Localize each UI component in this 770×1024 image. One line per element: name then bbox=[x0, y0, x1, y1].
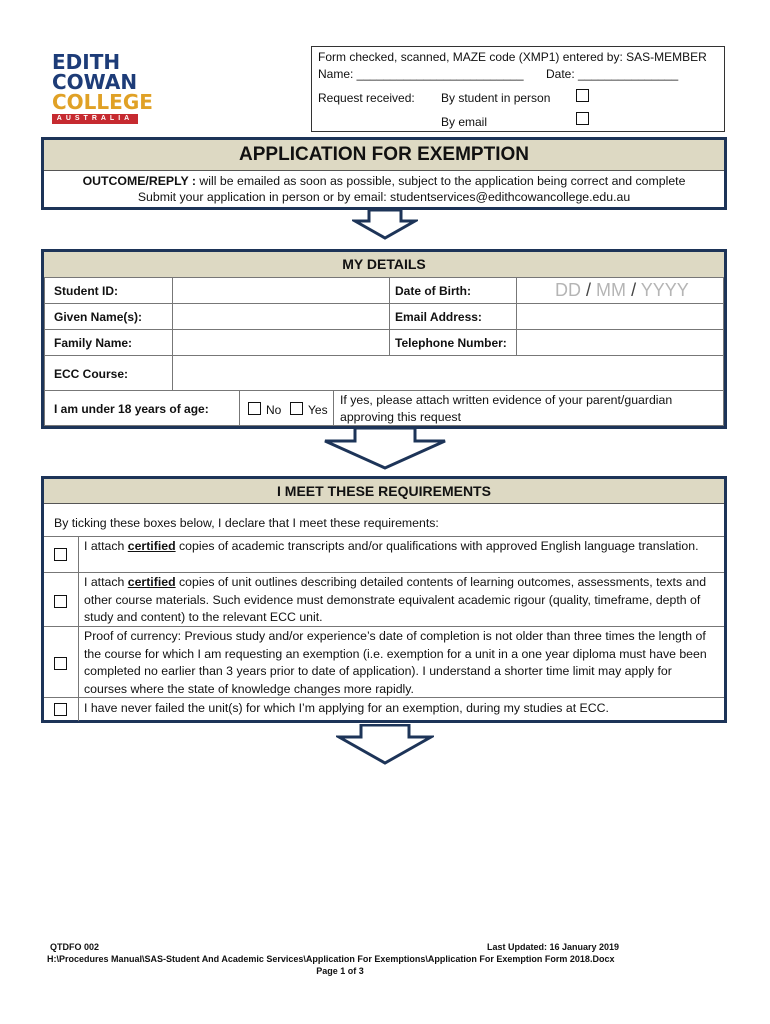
request-received-label: Request received: bbox=[318, 91, 415, 105]
office-name-line: Name: _________________________ bbox=[318, 67, 524, 81]
down-arrow-icon bbox=[322, 427, 448, 471]
course-input[interactable] bbox=[172, 355, 724, 391]
under-18-no-checkbox[interactable] bbox=[248, 402, 261, 415]
office-checked-line: Form checked, scanned, MAZE code (XMP1) entered by: SAS-MEMBER bbox=[318, 50, 707, 64]
requirement-checkbox-cell bbox=[44, 537, 79, 573]
details-grid bbox=[44, 277, 724, 426]
student-id-input[interactable] bbox=[172, 277, 390, 304]
logo-line-australia: AUSTRALIA bbox=[52, 114, 138, 124]
logo-line-edith: EDITH bbox=[52, 50, 121, 74]
page-number: Page 1 of 3 bbox=[316, 966, 364, 976]
requirement-text: I attach certified copies of academic transcripts and/or qualifications with approved English language translation. bbox=[84, 539, 699, 553]
logo-line-college: COLLEGE bbox=[52, 90, 153, 114]
student-id-label-cell bbox=[44, 277, 173, 304]
by-email-checkbox[interactable] bbox=[576, 112, 589, 128]
requirement-checkbox-cell bbox=[44, 698, 79, 721]
requirement-checkbox[interactable] bbox=[54, 657, 67, 670]
by-student-checkbox[interactable] bbox=[576, 89, 589, 105]
dob-label: Date of Birth: bbox=[395, 284, 471, 298]
outcome-text: will be emailed as soon as possible, subject to the application being correct and complete bbox=[195, 174, 686, 188]
requirement-row bbox=[44, 626, 724, 698]
by-email-label: By email bbox=[441, 115, 488, 129]
given-names-label: Given Name(s): bbox=[54, 310, 143, 324]
student-id-label: Student ID: bbox=[54, 284, 118, 298]
dob-dd: DD bbox=[555, 280, 581, 300]
requirements-section bbox=[41, 476, 727, 723]
my-details-section bbox=[41, 249, 727, 429]
submit-line: Submit your application in person or by email: studentservices@edithcowancollege.edu.au bbox=[137, 190, 631, 204]
my-details-header: MY DETAILS bbox=[44, 252, 724, 278]
requirement-row bbox=[44, 572, 724, 627]
requirement-text: I attach certified copies of unit outlines describing detailed contents of learning outcomes, assessments, texts and other course materials. Such evidence must demonstrate equivalent academic rigour (quality, timeframe, depth of study and content) to the relevant ECC unit. bbox=[84, 575, 707, 624]
dob-sep-2: / bbox=[631, 280, 637, 300]
under-18-options bbox=[239, 390, 334, 426]
dob-sep-1: / bbox=[586, 280, 592, 300]
family-name-label-cell bbox=[44, 329, 173, 356]
dob-yyyy: YYYY bbox=[640, 280, 689, 300]
family-name-input[interactable] bbox=[172, 329, 390, 356]
down-arrow-icon bbox=[352, 209, 418, 240]
requirement-row bbox=[44, 536, 724, 573]
logo-line-cowan: COWAN bbox=[52, 70, 138, 94]
requirement-row bbox=[44, 697, 724, 721]
requirement-text: Proof of currency: Previous study and/or experience’s date of completion is not older than three times the length of the course for which I am requesting an exemption (i.e. exemption for a unit in a one year diploma must have been completed no earlier than 3 years prior to date of application). I understand a shorter time limit may apply for courses where the state of knowledge changes more rapidly. bbox=[84, 629, 707, 696]
dob-mm: MM bbox=[596, 280, 627, 300]
under-18-label: I am under 18 years of age: bbox=[54, 402, 209, 416]
telephone-label-cell bbox=[389, 329, 517, 356]
requirement-checkbox[interactable] bbox=[54, 548, 67, 561]
course-label: ECC Course: bbox=[54, 367, 129, 381]
document-path: H:\Procedures Manual\SAS-Student And Academic Services\Application For Exemptions\Application For Exemption Form 2018.Docx bbox=[47, 954, 615, 964]
by-student-label: By student in person bbox=[441, 91, 551, 105]
title-section bbox=[41, 137, 727, 210]
under-18-note-cell bbox=[333, 390, 724, 426]
outcome-line bbox=[44, 173, 724, 189]
office-use-box bbox=[311, 46, 725, 132]
requirements-header: I MEET THESE REQUIREMENTS bbox=[44, 479, 724, 504]
requirement-checkbox-cell bbox=[44, 627, 79, 698]
requirements-intro: By ticking these boxes below, I declare that I meet these requirements: bbox=[54, 516, 439, 530]
course-label-cell bbox=[44, 355, 173, 391]
dob-input[interactable] bbox=[516, 277, 724, 304]
page-title: APPLICATION FOR EXEMPTION bbox=[44, 140, 724, 171]
under-18-note: If yes, please attach written evidence of your parent/guardian approving this request bbox=[340, 393, 673, 424]
email-input[interactable] bbox=[516, 303, 724, 330]
requirement-checkbox-cell bbox=[44, 573, 79, 627]
under-18-yes-label: Yes bbox=[308, 403, 328, 417]
under-18-no-label: No bbox=[266, 403, 282, 417]
telephone-input[interactable] bbox=[516, 329, 724, 356]
email-label: Email Address: bbox=[395, 310, 482, 324]
last-updated: Last Updated: 16 January 2019 bbox=[487, 942, 620, 952]
dob-placeholder bbox=[555, 280, 689, 301]
dob-label-cell bbox=[389, 277, 517, 304]
email-label-cell bbox=[389, 303, 517, 330]
down-arrow-icon bbox=[336, 724, 434, 766]
given-names-label-cell bbox=[44, 303, 173, 330]
family-name-label: Family Name: bbox=[54, 336, 133, 350]
telephone-label: Telephone Number: bbox=[395, 336, 507, 350]
under-18-label-cell bbox=[44, 390, 240, 426]
requirement-checkbox[interactable] bbox=[54, 595, 67, 608]
office-date-line: Date: _______________ bbox=[546, 67, 679, 81]
form-code: QTDFO 002 bbox=[50, 942, 100, 952]
college-logo bbox=[52, 50, 153, 124]
given-names-input[interactable] bbox=[172, 303, 390, 330]
requirement-checkbox[interactable] bbox=[54, 703, 67, 716]
requirement-text: I have never failed the unit(s) for which I’m applying for an exemption, during my studies at ECC. bbox=[84, 701, 609, 715]
under-18-yes-checkbox[interactable] bbox=[290, 402, 303, 415]
outcome-label: OUTCOME/REPLY : bbox=[82, 174, 196, 188]
